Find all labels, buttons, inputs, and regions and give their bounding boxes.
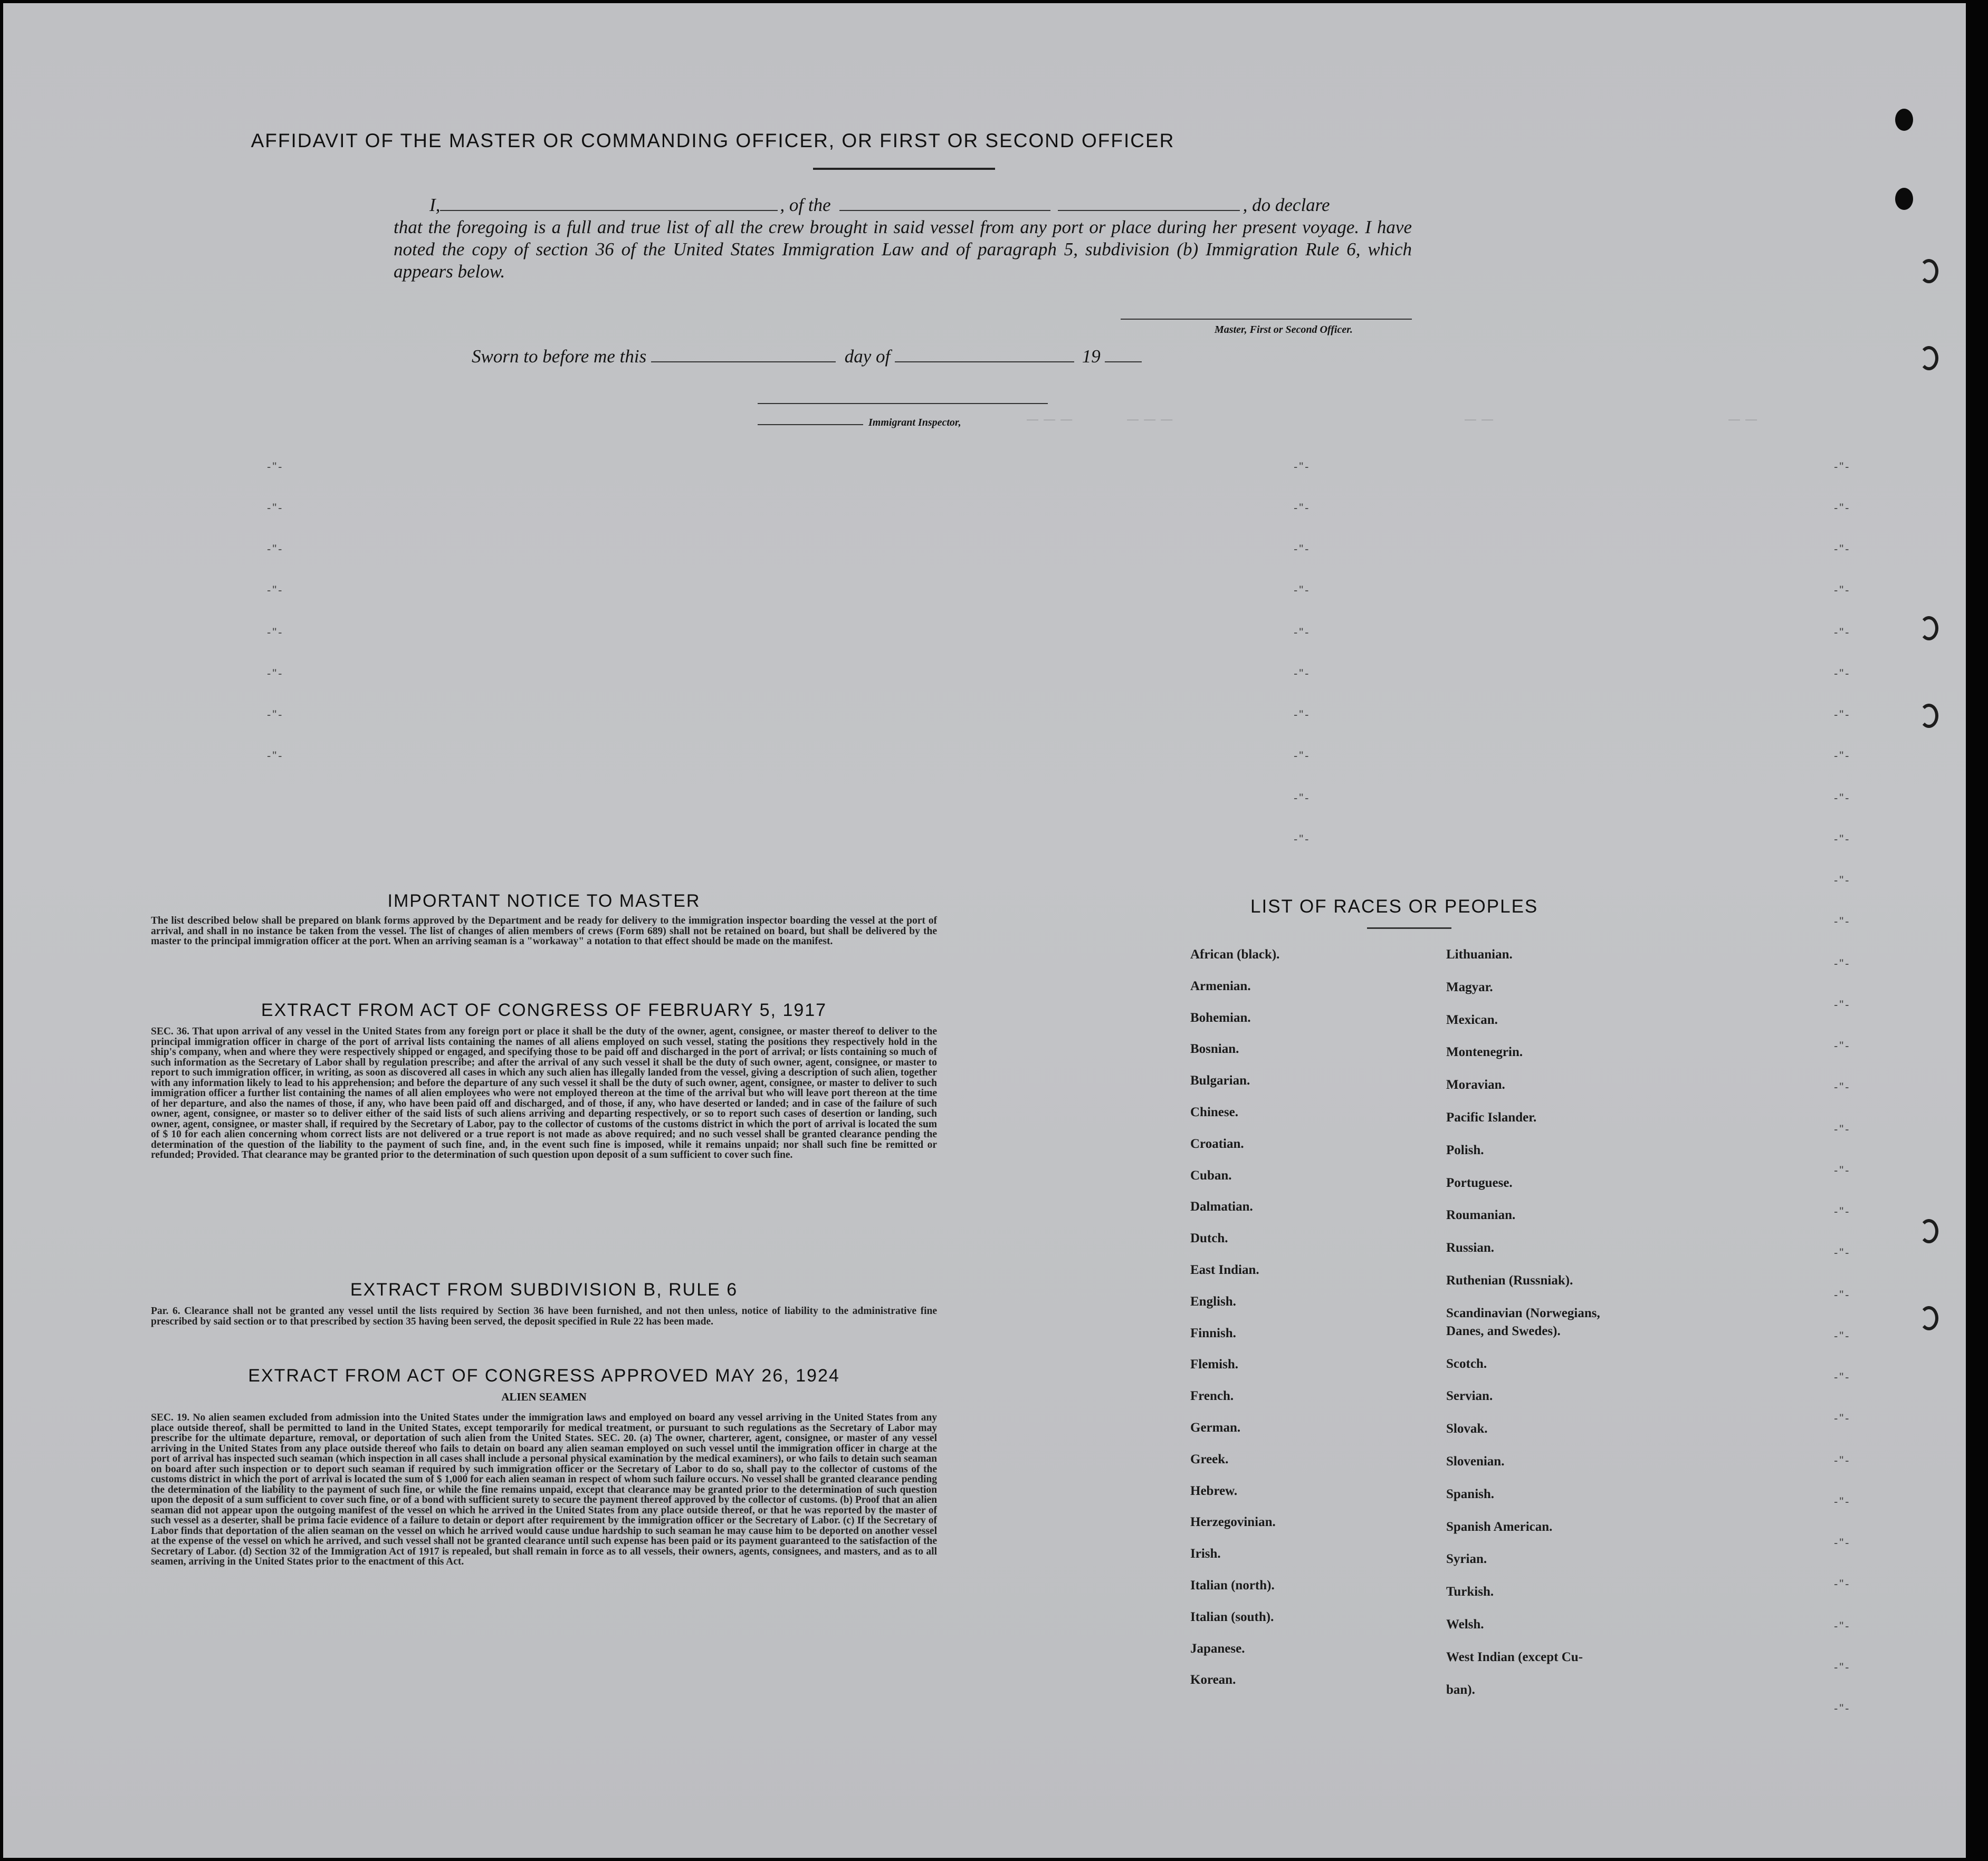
- ditto-mark: -"-: [1834, 1495, 1851, 1508]
- sworn-line: [472, 346, 1142, 367]
- of-the-text: , of the: [780, 195, 831, 215]
- ditto-mark: -"-: [1834, 1370, 1851, 1384]
- race-item: Dutch.: [1190, 1231, 1228, 1246]
- ditto-mark: -"-: [1834, 1123, 1851, 1136]
- race-item: Croatian.: [1190, 1136, 1244, 1151]
- inspector-label-line: [758, 424, 863, 425]
- ditto-mark: -"-: [1834, 1039, 1851, 1052]
- race-item: Russian.: [1446, 1241, 1495, 1255]
- ditto-mark: -"-: [1834, 1577, 1851, 1590]
- ditto-mark: -"-: [1294, 501, 1311, 514]
- declaration-line: [394, 194, 1412, 216]
- race-item: Bulgarian.: [1190, 1073, 1250, 1088]
- races-title-rule: [1367, 927, 1451, 929]
- inspector-label: Immigrant Inspector,: [868, 417, 961, 428]
- race-item: Lithuanian.: [1446, 947, 1513, 962]
- notice-text: The list described below shall be prepared on blank forms approved by the Department and be ready for delivery to the immigration inspector boarding the vessel at the port of arrival, and shall in no instance be taken from the vessel. The list of changes of alien members of crews (Form 689) shall not be retained on board, but shall be delivered by the master to the principal immigration officer at the port. When an arriving seaman is a "workaway" a notation to that effect should be made on the manifest.: [151, 915, 937, 947]
- officer-label: Master, First or Second Officer.: [1215, 324, 1353, 335]
- ditto-mark: -"-: [1834, 626, 1851, 639]
- year-prefix: 19: [1082, 346, 1101, 367]
- race-item: Magyar.: [1446, 980, 1493, 994]
- ditto-mark: -"-: [1834, 1619, 1851, 1633]
- declare-text: , do declare: [1242, 195, 1330, 215]
- race-item: Montenegrin.: [1446, 1045, 1523, 1060]
- race-item: German.: [1190, 1421, 1241, 1435]
- document-page: [3, 3, 1966, 1858]
- title-rule: [813, 168, 995, 170]
- declaration-body: that the foregoing is a full and true list of all the crew brought in said vessel from any port or place during her present voyage. I have noted the copy of section 36 of the United States Immigration Law and of paragraph 5, subdivision (b) Immigration Rule 6, which appears below.: [394, 217, 1412, 282]
- vessel-name-blank-2: [1058, 196, 1240, 211]
- races-right-column: [1446, 947, 1657, 1718]
- ditto-mark: -"-: [1834, 460, 1851, 473]
- affidavit-text: [394, 194, 1412, 283]
- ditto-mark: -"-: [1834, 1164, 1851, 1177]
- race-item: Italian (south).: [1190, 1609, 1274, 1624]
- ditto-mark: -"-: [267, 708, 284, 721]
- race-item: Scandinavian (Norwegians,: [1446, 1306, 1600, 1320]
- ditto-mark: -"-: [1834, 1454, 1851, 1467]
- year-blank: [1105, 348, 1142, 362]
- race-item: English.: [1190, 1294, 1236, 1309]
- vessel-name-blank: [839, 196, 1050, 211]
- ditto-mark: -"-: [1294, 626, 1311, 639]
- race-item: Polish.: [1446, 1143, 1484, 1157]
- race-item: Bohemian.: [1190, 1010, 1251, 1025]
- race-item: Armenian.: [1190, 979, 1251, 993]
- race-item: Syrian.: [1446, 1552, 1487, 1567]
- ditto-mark: -"-: [1834, 832, 1851, 846]
- ditto-mark: -"-: [1834, 1080, 1851, 1093]
- notice-title: IMPORTANT NOTICE TO MASTER: [387, 891, 701, 911]
- bleed-through-mark: — — —: [1027, 413, 1074, 426]
- ditto-mark: -"-: [267, 667, 284, 680]
- race-item: Herzegovinian.: [1190, 1515, 1276, 1530]
- bleed-through-mark: — — —: [1127, 413, 1174, 426]
- race-item: Portuguese.: [1446, 1175, 1513, 1190]
- binder-hole: [1919, 346, 1938, 370]
- race-item: French.: [1190, 1389, 1234, 1404]
- races-title: LIST OF RACES OR PEOPLES: [1250, 896, 1538, 917]
- ditto-mark: -"-: [1294, 583, 1311, 597]
- extract-1917-title: EXTRACT FROM ACT OF CONGRESS OF FEBRUARY 5, 1917: [261, 1000, 827, 1020]
- binder-hole: [1919, 616, 1938, 640]
- extract-1917-text: SEC. 36. That upon arrival of any vessel in the United States from any foreign port or place it shall be the duty of the owner, agent, consignee, or master thereof to deliver to the principal immigration officer in charge of the port of arrival lists containing the names of all aliens employed on such vessel, stating the positions they respectively hold in the ship's company, when and where they were respectively shipped or engaged, and specifying those to be paid off and discharged in the port of arrival; or lists containing so much of such information as the Secretary of Labor shall by regulation prescribe; and after the arrival of any such vessel it shall be the duty of such owner, agent, consignee, or master to report to such immigration officer, in writing, as soon as discovered all cases in which any such alien has illegally landed from the vessel, giving a description of such alien, together with any information likely to lead to his apprehension; and before the departure of any such vessel it shall be the duty of such owner, agent, consignee, or master to deliver to such immigration officer a further list containing the names of all alien employees who were not employed thereon at the time of the arrival but who will leave port thereon at the time of her departure, and also the names of those, if any, who have been paid off and discharged, and of those, if any, who have deserted or landed; and in case of the failure of such owner, agent, consignee, or master so to deliver either of the said lists of such aliens arriving and departing respectively, or so to report such cases of desertion or landing, such owner, agent, consignee, or master shall, if required by the Secretary of Labor, pay to the collector of customs of the customs district in which the port of arrival is located the sum of $ 10 for each alien concerning whom correct lists are not delivered or a true report is not made as above required; and no such vessel shall be granted clearance pending the determination of the question of the liability to the payment of such fine, and, in the event such fine is imposed, while it remains unpaid; nor shall such fine be remitted or refunded; Provided. That clearance may be granted prior to the determination of such question upon deposit of a sum sufficient to cover such fine.: [151, 1026, 937, 1160]
- ditto-mark: -"-: [1834, 791, 1851, 804]
- ditto-mark: -"-: [1834, 957, 1851, 970]
- race-item: Chinese.: [1190, 1105, 1238, 1119]
- race-item: Scotch.: [1446, 1356, 1487, 1371]
- ditto-mark: -"-: [1294, 708, 1311, 721]
- ditto-mark: -"-: [1294, 667, 1311, 680]
- race-item: Hebrew.: [1190, 1483, 1238, 1498]
- race-item: Finnish.: [1190, 1326, 1236, 1340]
- ditto-mark: -"-: [267, 542, 284, 555]
- race-item: Moravian.: [1446, 1078, 1505, 1092]
- ditto-mark: -"-: [1834, 1246, 1851, 1259]
- declarant-name-blank: [440, 196, 778, 211]
- race-item: Korean.: [1190, 1673, 1236, 1687]
- ditto-mark: -"-: [1834, 501, 1851, 514]
- race-item: Welsh.: [1446, 1617, 1484, 1632]
- ditto-mark: -"-: [267, 626, 284, 639]
- rule-6-title: EXTRACT FROM SUBDIVISION B, RULE 6: [350, 1280, 738, 1300]
- ditto-mark: -"-: [267, 583, 284, 597]
- officer-signature-line: [1121, 319, 1412, 320]
- race-item: Bosnian.: [1190, 1042, 1239, 1057]
- rule-6-text: Par. 6. Clearance shall not be granted any vessel until the lists required by Section 36 have been furnished, and not then unless, notice of liability to the administrative fine prescribed by said section or to that prescribed by section 35 having been served, the deposit specified in Rule 22 has been made.: [151, 1306, 937, 1327]
- ditto-mark: -"-: [1834, 998, 1851, 1011]
- race-item: Roumanian.: [1446, 1208, 1516, 1223]
- ditto-mark: -"-: [1294, 460, 1311, 473]
- races-left-column: [1190, 947, 1375, 1702]
- ditto-mark: -"-: [1834, 749, 1851, 762]
- race-item: Irish.: [1190, 1547, 1221, 1561]
- bleed-through-mark: — —: [1465, 413, 1495, 426]
- race-item: Slovak.: [1446, 1422, 1488, 1436]
- binder-hole: [1919, 1219, 1938, 1243]
- binder-hole: [1895, 109, 1913, 131]
- ditto-mark: -"-: [1834, 1536, 1851, 1549]
- race-item: West Indian (except Cu-: [1446, 1650, 1583, 1664]
- ditto-mark: -"-: [1834, 1288, 1851, 1301]
- ditto-mark: -"-: [1834, 708, 1851, 721]
- month-blank: [895, 348, 1074, 362]
- race-item: Mexican.: [1446, 1012, 1498, 1027]
- ditto-mark: -"-: [1294, 749, 1311, 762]
- ditto-mark: -"-: [1294, 791, 1311, 804]
- race-item: Spanish American.: [1446, 1519, 1553, 1534]
- ditto-mark: -"-: [267, 460, 284, 473]
- race-item: ban).: [1446, 1682, 1475, 1697]
- race-item: Dalmatian.: [1190, 1200, 1253, 1214]
- extract-1924-title: EXTRACT FROM ACT OF CONGRESS APPROVED MAY 26, 1924: [248, 1366, 840, 1386]
- ditto-mark: -"-: [1834, 1329, 1851, 1342]
- ditto-mark: -"-: [1834, 667, 1851, 680]
- race-item: Danes, and Swedes).: [1446, 1323, 1561, 1338]
- race-item: Cuban.: [1190, 1168, 1232, 1183]
- ditto-mark: -"-: [1834, 915, 1851, 928]
- extract-1924-text: SEC. 19. No alien seamen excluded from admission into the United States under the immigration laws and employed on board any vessel arriving in the United States from any place outside thereof, shall be permitted to land in the United States, except temporarily for medical treatment, or pursuant to such regulations as the Secretary of Labor may prescribe for the ultimate departure, removal, or deportation of such alien from the United States. SEC. 20. (a) The owner, charterer, agent, consignee, or master of any vessel arriving in the United States from any place outside thereof who fails to detain on board any alien seaman employed on such vessel until the immigration officer in charge at the port of arrival has inspected such seaman (which inspection in all cases shall include a personal physical examination by the medical examiners), or who fails to detain such seaman on board after such inspection or to deport such seaman if required by such immigration officer or the Secretary of Labor to do so, shall pay to the collector of customs of the customs district in which the port of arrival is located the sum of $ 1,000 for each alien seaman in respect of whom such failure occurs. No vessel shall be granted clearance pending the determination of the liability to the payment of such fine, or while the fine remains unpaid, except that clearance may be granted prior to the determination of such question upon the deposit of a sum sufficient to cover such fine, or of a bond with sufficient surety to secure the payment thereof approved by the collector of customs. (b) Proof that an alien seaman did not appear upon the outgoing manifest of the vessel on which he arrived in the United States from any place outside thereof, or that he was reported by the master of such vessel as a deserter, shall be prima facie evidence of a failure to detain or deport after requirement by the immigration officer or the Secretary of Labor. (c) If the Secretary of Labor finds that deportation of the alien seaman on the vessel on which he arrived would cause undue hardship to such seaman he may cause him to be deported on another vessel at the expense of the vessel on which he arrived, and such vessel shall not be granted clearance until such expense has been paid or its payment guaranteed to the satisfaction of the Secretary of Labor. (d) Section 32 of the Immigration Act of 1917 is repealed, but shall remain in force as to all vessels, their owners, agents, consignees, and masters, and as to all seamen, arriving in the United States prior to the enactment of this Act.: [151, 1412, 937, 1567]
- race-item: African (black).: [1190, 947, 1280, 962]
- day-of-text: day of: [844, 346, 891, 367]
- ditto-mark: -"-: [267, 749, 284, 762]
- race-item: Greek.: [1190, 1452, 1229, 1466]
- race-item: Italian (north).: [1190, 1578, 1275, 1593]
- race-item: Ruthenian (Russniak).: [1446, 1273, 1573, 1288]
- ditto-mark: -"-: [1294, 542, 1311, 555]
- ditto-mark: -"-: [267, 501, 284, 514]
- bleed-through-mark: — —: [1728, 413, 1758, 426]
- day-blank: [651, 348, 836, 362]
- race-item: Pacific Islander.: [1446, 1110, 1537, 1125]
- race-item: Spanish.: [1446, 1486, 1495, 1501]
- ditto-mark: -"-: [1834, 1205, 1851, 1218]
- ditto-mark: -"-: [1834, 542, 1851, 555]
- ditto-mark: -"-: [1834, 874, 1851, 887]
- ditto-mark: -"-: [1834, 1661, 1851, 1674]
- ditto-mark: -"-: [1834, 583, 1851, 597]
- race-item: East Indian.: [1190, 1263, 1259, 1277]
- ditto-mark: -"-: [1834, 1702, 1851, 1715]
- inspector-signature-line: [758, 403, 1048, 404]
- race-item: Japanese.: [1190, 1641, 1245, 1656]
- affidavit-title: AFFIDAVIT OF THE MASTER OR COMMANDING OFFICER, OR FIRST OR SECOND OFFICER: [251, 130, 1175, 151]
- ditto-mark: -"-: [1294, 832, 1311, 846]
- binder-hole: [1919, 1306, 1938, 1330]
- binder-hole: [1895, 188, 1913, 210]
- ditto-mark: -"-: [1834, 1412, 1851, 1425]
- binder-hole: [1919, 704, 1938, 728]
- extract-1924-subtitle: ALIEN SEAMEN: [501, 1390, 587, 1403]
- race-item: Turkish.: [1446, 1585, 1494, 1599]
- race-item: Flemish.: [1190, 1357, 1238, 1372]
- race-item: Slovenian.: [1446, 1454, 1505, 1469]
- sworn-prefix: Sworn to before me this: [472, 346, 647, 367]
- declarant-prefix: I,: [429, 195, 441, 215]
- race-item: Servian.: [1446, 1389, 1493, 1404]
- binder-hole: [1919, 259, 1938, 283]
